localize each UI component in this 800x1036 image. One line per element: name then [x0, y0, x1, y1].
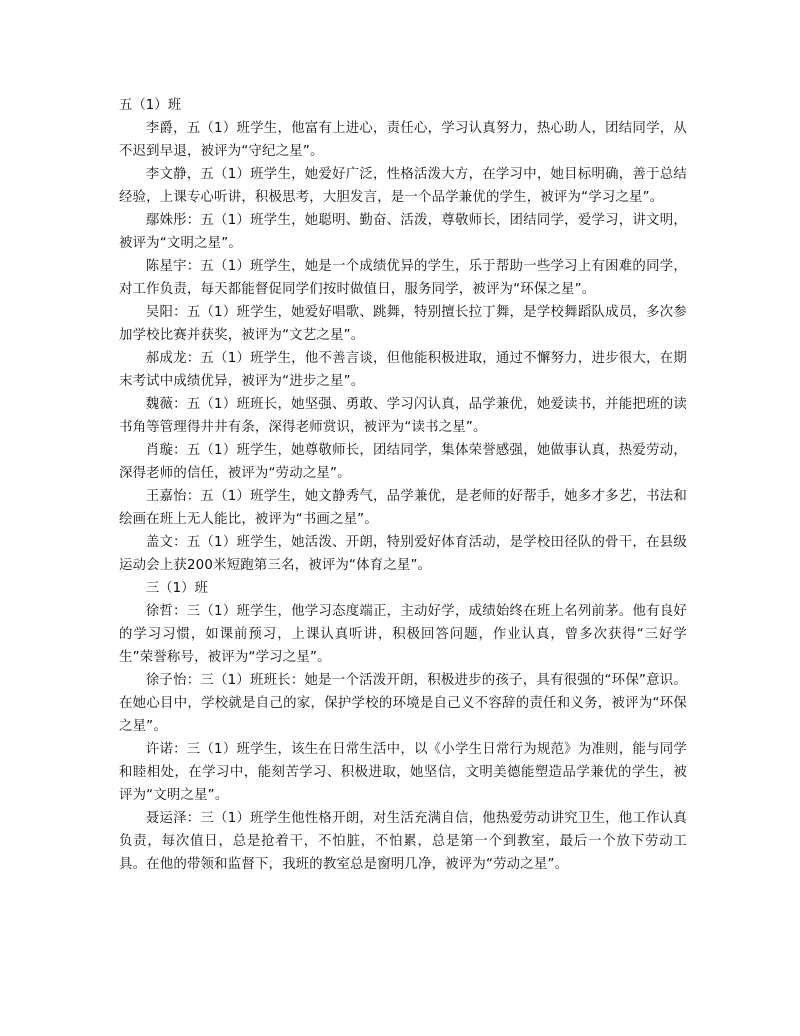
student-entry-xiao-xuan: 肖璇：五（1）班学生，她尊敬师长，团结同学，集体荣誉感强，她做事认真，热爱劳动，深得老师的信任，被评为“劳动之星”。 [119, 443, 687, 481]
student-entry-wu-yang: 吴阳：五（1）班学生，她爱好唱歌、跳舞，特别擅长拉丁舞，是学校舞蹈队成员，多次参加学校比赛并获奖，被评为“文艺之星”。 [119, 305, 687, 343]
student-entry-li-jue: 李爵，五（1）班学生，他富有上进心，责任心，学习认真努力，热心助人，团结同学，从不迟到早退，被评为“守纪之星”。 [119, 121, 687, 159]
student-entry-yan-shutong: 鄢姝彤：五（1）班学生，她聪明、勤奋、活泼，尊敬师长，团结同学，爱学习，讲文明，被评为“文明之星”。 [119, 213, 687, 251]
student-entry-xu-zhe: 徐哲：三（1）班学生，他学习态度端正，主动好学，成绩始终在班上名列前茅。他有良好的学习习惯，如课前预习，上课认真听讲，积极回答问题，作业认真，曾多次获得“三好学生”荣誉称号，被评为“学习之星”。 [119, 604, 687, 665]
section-title-class-5-1: 五（1）班 [119, 98, 182, 113]
section-title-class-3-1: 三（1）班 [145, 581, 208, 596]
student-entry-xu-nuo: 许诺：三（1）班学生，该生在日常生活中，以《小学生日常行为规范》为准则，能与同学和睦相处，在学习中，能刻苦学习、积极进取，她坚信，文明美德能塑造品学兼优的学生，被评为“文明之星”。 [119, 742, 687, 803]
student-entry-hao-chenglong: 郝成龙：五（1）班学生，他不善言谈，但他能积极进取，通过不懈努力，进步很大，在期末考试中成绩优异，被评为“进步之星”。 [119, 351, 687, 389]
student-entry-gai-wen: 盖文：五（1）班学生，她活泼、开朗，特别爱好体育活动，是学校田径队的骨干，在县级运动会上获200米短跑第三名，被评为“体育之星”。 [119, 535, 687, 573]
student-entry-wei-wei: 魏薇：五（1）班班长，她坚强、勇敢、学习闪认真，品学兼优，她爱读书，并能把班的读书角等管理得井井有条，深得老师赏识，被评为“读书之星”。 [119, 397, 687, 435]
student-entry-chen-xingyu: 陈星宇：五（1）班学生，她是一个成绩优异的学生，乐于帮助一些学习上有困难的同学，对工作负责，每天都能督促同学们按时做值日，服务同学，被评为“环保之星”。 [119, 259, 687, 297]
student-entry-xu-ziyi: 徐子怡：三（1）班班长：她是一个活泼开朗，积极进步的孩子，具有很强的“环保”意识。在她心目中，学校就是自己的家，保护学校的环境是自己义不容辞的责任和义务，被评为“环保之星”。 [119, 673, 687, 734]
student-entry-li-wenjing: 李文静，五（1）班学生，她爱好广泛，性格活泼大方，在学习中，她目标明确，善于总结经验，上课专心听讲，积极思考，大胆发言，是一个品学兼优的学生，被评为“学习之星”。 [119, 167, 687, 205]
student-entry-nie-yunze: 聂运泽：三（1）班学生他性格开朗，对生活充满自信，他热爱劳动讲究卫生，他工作认真负责，每次值日，总是抢着干，不怕脏，不怕累，总是第一个到教室，最后一个放下劳动工具。在他的带领和监督下，我班的教室总是窗明几净，被评为“劳动之星”。 [119, 811, 687, 872]
document-page [119, 94, 687, 876]
student-entry-wang-jiayi: 王嘉怡：五（1）班学生，她文静秀气，品学兼优，是老师的好帮手，她多才多艺，书法和绘画在班上无人能比，被评为“书画之星”。 [119, 489, 687, 527]
